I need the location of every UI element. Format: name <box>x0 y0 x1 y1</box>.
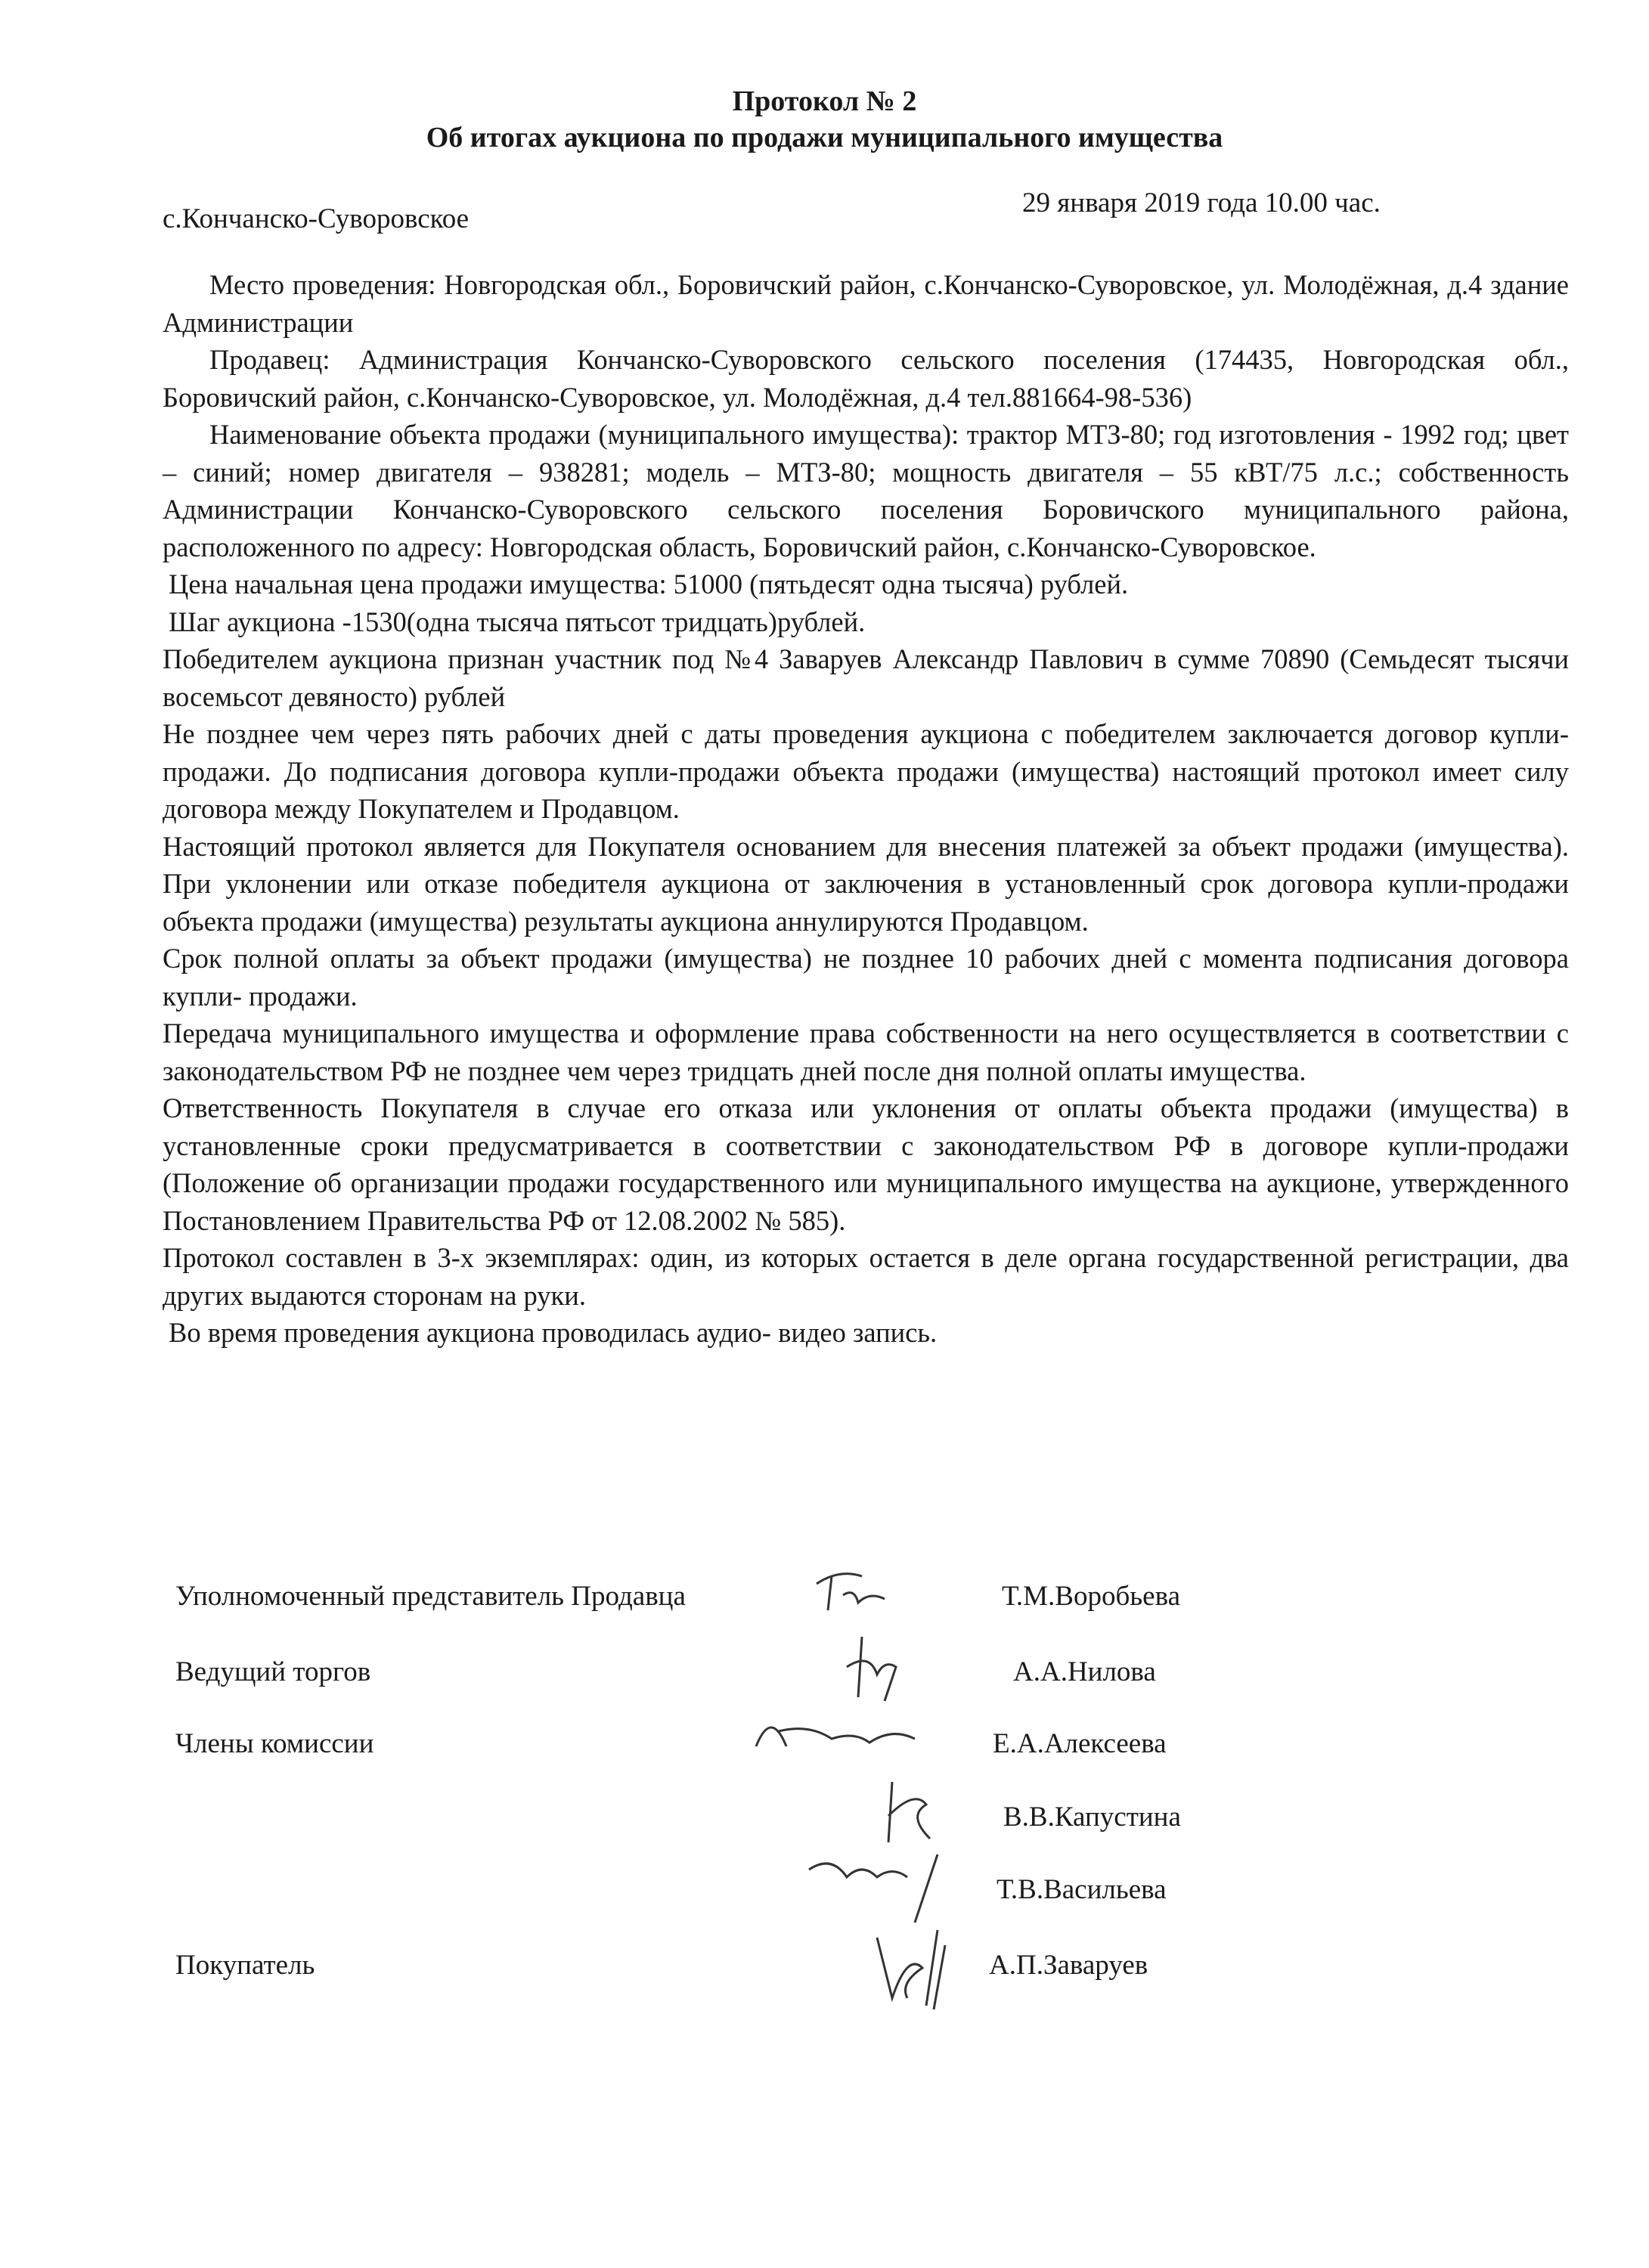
paragraph-start-price: Цена начальная цена продажи имущества: 51000 (пятьдесят одна тысяча) рублей. <box>169 569 1129 600</box>
signature-name: А.П.Заваруев <box>989 1950 1148 1981</box>
handwritten-signature <box>854 1923 968 2013</box>
signature-name: Е.А.Алексеева <box>993 1728 1167 1759</box>
signature-row <box>0 1656 1649 1701</box>
paragraph-seller: Продавец: Администрация Кончанско-Суворовского сельского поселения (174435, Новгородская обл., Боровичский район, с.Кончанско-Суворовское, ул. Молодёжная, д.4 тел.881664-98-536) <box>163 344 1569 413</box>
signature-row <box>0 1873 1649 1919</box>
signature-row <box>0 1949 1649 1994</box>
signature-role: Уполномоченный представитель Продавца <box>175 1581 686 1612</box>
paragraph-venue: Место проведения: Новгородская обл., Боровичский район, с.Кончанско-Суворовское, ул. Молодёжная, д.4 здание Администрации <box>163 269 1569 338</box>
signature-name: Т.М.Воробьева <box>1002 1581 1181 1612</box>
paragraph-copies: Протокол составлен в 3-х экземплярах: один, из которых остается в деле органа государственной регистрации, два других выдаются сторонам на руки. <box>163 1242 1569 1311</box>
handwritten-signature <box>809 1554 900 1622</box>
paragraph-transfer: Передача муниципального имущества и оформление права собственности на него осуществляется в соответствии с законодательством РФ не позднее чем через тридцать дней после дня полной оплаты имущества. <box>163 1018 1569 1086</box>
document-subtitle: Об итогах аукциона по продажи муниципального имущества <box>426 122 1223 153</box>
handwritten-signature <box>832 1629 915 1712</box>
signature-role: Ведущий торгов <box>175 1656 371 1687</box>
paragraph-winner: Победителем аукциона признан участник под №4 Заваруев Александр Павлович в сумме 70890 (Семьдесят тысячи восемьсот девяносто) рублей <box>163 643 1569 712</box>
paragraph-contract-term: Не позднее чем через пять рабочих дней с даты проведения аукциона с победителем заключается договор купли-продажи. До подписания договора купли-продажи объекта продажи (имущества) настоящий протокол имеет силу договора между Покупателем и Продавцом. <box>163 718 1569 824</box>
signature-name: В.В.Капустина <box>1003 1802 1181 1833</box>
document-title: Протокол № 2 <box>732 85 917 117</box>
place: с.Кончанско-Суворовское <box>163 203 470 234</box>
handwritten-signature <box>749 1701 938 1769</box>
signature-row <box>0 1580 1649 1625</box>
datetime: 29 января 2019 года 10.00 час. <box>1022 187 1381 218</box>
paragraph-liability: Ответственность Покупателя в случае его отказа или уклонения от оплаты объекта продажи (имущества) в установленные сроки предусматривается в соответствии с законодательством РФ в договоре купли-продажи (Положение об организации продажи государственного или муниципального имущества на аукционе, утвержденного Постановлением Правительства РФ от 12.08.2002 № 585). <box>163 1092 1569 1236</box>
handwritten-signature <box>869 1774 945 1850</box>
signature-row <box>0 1801 1649 1846</box>
signature-name: Т.В.Васильева <box>997 1874 1167 1905</box>
signature-role: Члены комиссии <box>175 1728 374 1759</box>
signature-role: Покупатель <box>175 1950 315 1981</box>
paragraph-payment-basis: Настоящий протокол является для Покупателя основанием для внесения платежей за объект продажи (имущества). При уклонении или отказе победителя аукциона от заключения в установленный срок договора купли-продажи объекта продажи (имущества) результаты аукциона аннулируются Продавцом. <box>163 830 1569 937</box>
paragraph-object: Наименование объекта продажи (муниципального имущества): трактор МТЗ-80; год изготовления - 1992 год; цвет – синий; номер двигателя – 938281; модель – МТЗ-80; мощность двигателя – 55 кВТ/75 л.с.; собственность Администрации Кончанско-Суворовского сельского поселения Боровичского муниципального района, расположенного по адресу: Новгородская область, Боровичский район, с.Кончанско-Суворовское. <box>163 419 1569 562</box>
handwritten-signature <box>801 1847 953 1930</box>
paragraph-recording: Во время проведения аукциона проводилась аудио- видео запись. <box>169 1317 938 1348</box>
signature-name: А.А.Нилова <box>1013 1656 1156 1687</box>
paragraph-payment-deadline: Срок полной оплаты за объект продажи (имущества) не позднее 10 рабочих дней с момента подписания договора купли- продажи. <box>163 943 1569 1012</box>
signature-row <box>0 1727 1649 1773</box>
document-body <box>163 266 1569 1352</box>
paragraph-auction-step: Шаг аукциона -1530(одна тысяча пятьсот тридцать)рублей. <box>169 606 866 637</box>
